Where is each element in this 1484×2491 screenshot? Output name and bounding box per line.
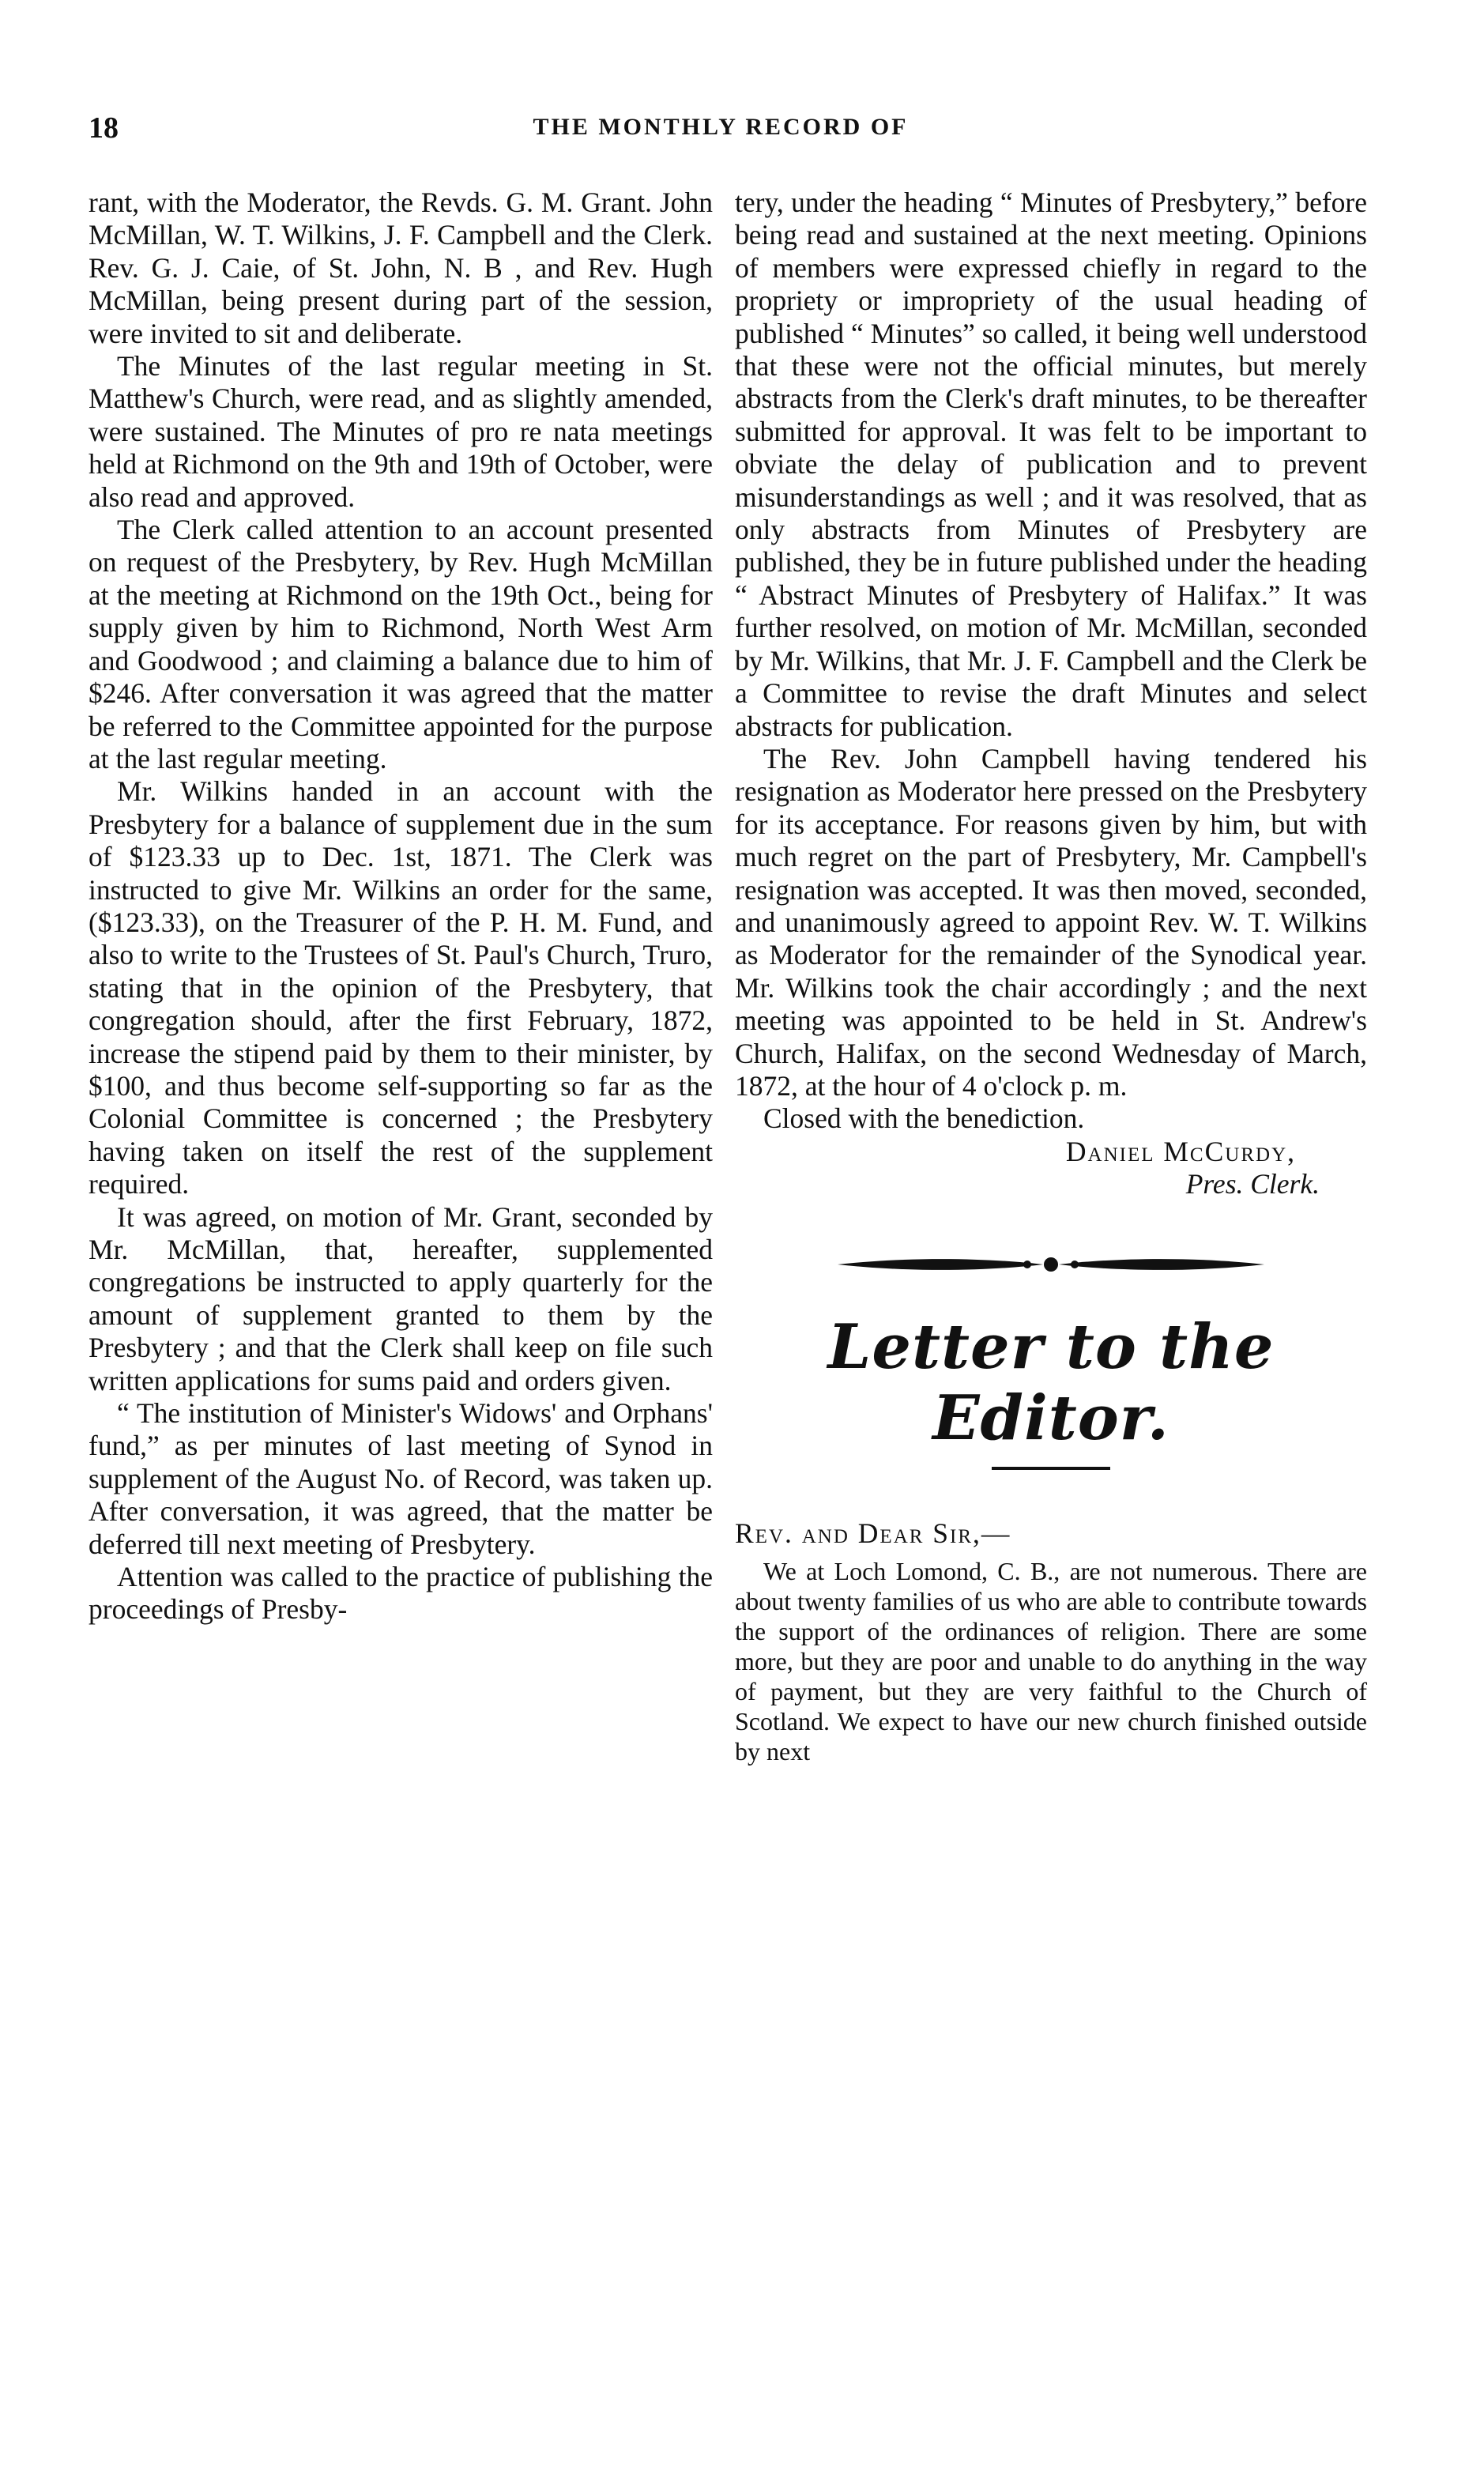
salutation: Rev. and Dear Sir,— [735, 1517, 1011, 1549]
running-title: THE MONTHLY RECORD OF [533, 114, 909, 140]
paragraph: “ The institution of Minister's Widows' and Orphans' fund,” as per minutes of last meeting of Synod in supplement of the August No. of Record, was taken up. After conversation, it was agreed, that the matter be deferred till next meeting of Presbytery. [89, 1397, 713, 1560]
paragraph: The Rev. John Campbell having tendered his resignation as Moderator here pressed on the Presbytery for its acceptance. For reasons given by him, but with much regret on the part of Presbytery, Mr. Campbell's resignation was accepted. It was then moved, seconded, and unanimously agreed to appoint Rev. W. T. Wilkins as Moderator for the remainder of the Synodical year. Mr. Wilkins took the chair accordingly ; and the next meeting was appointed to be held in St. Andrew's Church, Halifax, on the second Wednesday of March, 1872, at the hour of 4 o'clock p. m. [735, 742, 1367, 1102]
heading-divider [992, 1467, 1110, 1470]
paragraph: rant, with the Moderator, the Revds. G. M. Grant. John McMillan, W. T. Wilkins, J. F. Campbell and the Clerk. Rev. G. J. Caie, of St. John, N. B , and Rev. Hugh McMillan, being present during part of the session, were invited to sit and deliberate. [89, 187, 713, 349]
signature-title: Pres. Clerk. [1185, 1168, 1320, 1200]
paragraph: Attention was called to the practice of publishing the proceedings of Presby- [89, 1561, 713, 1626]
paragraph: Mr. Wilkins handed in an account with the Presbytery for a balance of supplement due in the sum of $123.33 up to Dec. 1st, 1871. The Clerk was instructed to give Mr. Wilkins an order for the same, ($123.33), on the Treasurer of the P. H. M. Fund, and also to write to the Trustees of St. Paul's Church, Truro, stating that in the opinion of the Presbytery, that congregation should, after the first February, 1872, increase the stipend paid by them to their minister, by $100, and thus become self-supporting so far as the Colonial Committee is concerned ; the Presbytery having taken on itself the rest of the supplement required. [89, 775, 713, 1200]
left-column [89, 187, 713, 1626]
page-header [89, 111, 1353, 158]
paragraph: The Clerk called attention to an account presented on request of the Presbytery, by Rev. Hugh McMillan at the meeting at Richmond on the 19th Oct., being for supply given by him to Richmond, North West Arm and Goodwood ; and claiming a balance due to him of $246. After conversation it was agreed that the matter be referred to the Committee appointed for the purpose at the last regular meeting. [89, 514, 713, 774]
paragraph: It was agreed, on motion of Mr. Grant, seconded by Mr. McMillan, that, hereafter, supplemented congregations be instructed to apply quarterly for the amount of supplement granted to them by the Presbytery ; and that the Clerk shall keep on file such written applications for sums paid and orders given. [89, 1200, 713, 1396]
paragraph: Closed with the benediction. [763, 1102, 1085, 1135]
page-number: 18 [89, 111, 119, 145]
paragraph: tery, under the heading “ Minutes of Presbytery,” before being read and sustained at the next meeting. Opinions of members were expressed chiefly in regard to the propriety or impropriety of the usual heading of published “ Minutes” so called, it being well understood that these were not the official minutes, but merely abstracts from the Clerk's draft minutes, to be thereafter submitted for approval. It was felt to be important to obviate the delay of publication and to prevent misunderstandings as well ; and it was resolved, that as only abstracts from Minutes of Presbytery are published, they be in future published under the heading “ Abstract Minutes of Presbytery of Halifax.” It was further resolved, on motion of Mr. McMillan, seconded by Mr. Wilkins, that Mr. J. F. Campbell and the Clerk be a Committee to revise the draft Minutes and select abstracts for publication. [735, 187, 1367, 742]
section-heading: Letter to the Editor. [827, 1310, 1275, 1454]
paragraph: The Minutes of the last regular meeting in St. Matthew's Church, were read, and as slightly amended, were sustained. The Minutes of pro re nata meetings held at Richmond on the 9th and 19th of October, were also read and approved. [89, 350, 713, 513]
letter-paragraph: We at Loch Lomond, C. B., are not numerous. There are about twenty families of us who are able to contribute towards the support of the ordinances of religion. There are some more, but they are poor and unable to do anything in the way of payment, but they are very faithful to the Church of Scotland. We expect to have our new church finished outside by next [735, 1557, 1367, 1766]
signature-name: Daniel McCurdy, [1065, 1135, 1296, 1167]
ornamental-rule [830, 1249, 1272, 1280]
right-column [735, 187, 1367, 1766]
